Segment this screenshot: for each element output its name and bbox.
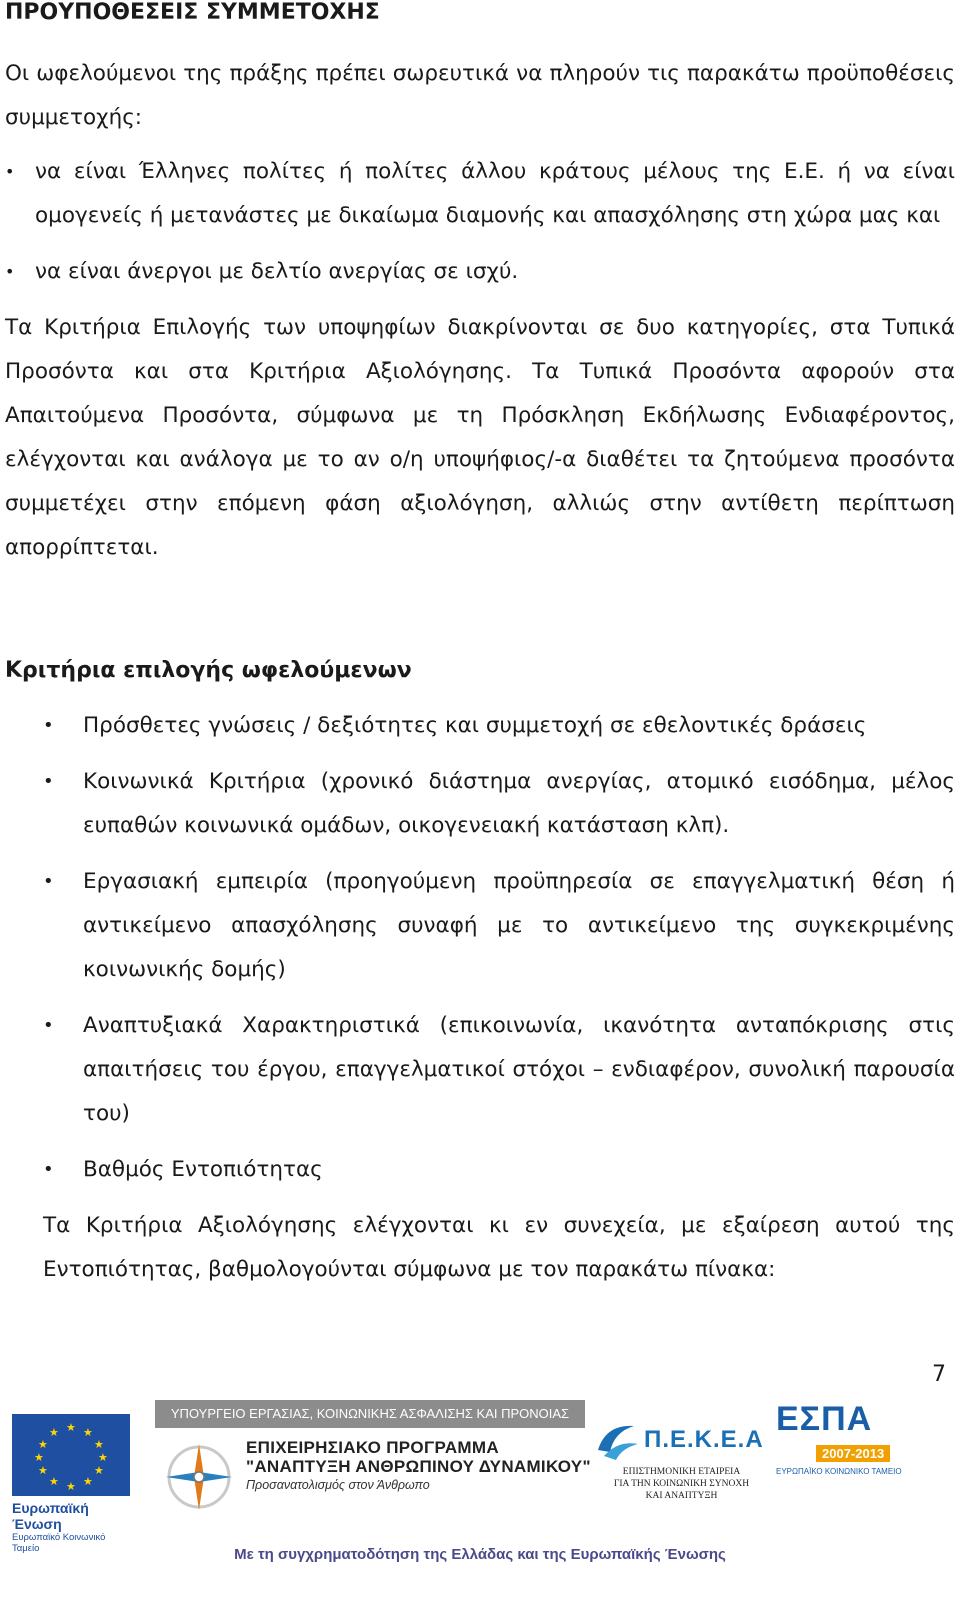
eu-logo [12,1414,130,1554]
list-item: • Πρόσθετες γνώσεις / δεξιότητες και συμμετοχή σε εθελοντικές δράσεις [5,704,955,748]
list-item: • Αναπτυξιακά Χαρακτηριστικά (επικοινωνία, ικανότητα ανταπόκρισης στις απαιτήσεις του έργου, επαγγελματικοί στόχοι – ενδιαφέρον, συνολική παρουσία του) [5,1004,955,1136]
closing-paragraph: Τα Κριτήρια Αξιολόγησης ελέγχονται κι εν συνεχεία, με εξαίρεση αυτού της Εντοπιότητας, βαθμολογούνται σύμφωνα με τον παρακάτω πίνακα: [43,1213,955,1282]
footer-logos [0,1400,960,1602]
eu-flag-icon: ★ ★ ★ ★ ★ ★ ★ ★ ★ ★ ★ ★ [12,1414,130,1496]
list-item: • Εργασιακή εμπειρία (προηγούμενη προϋπηρεσία σε επαγγελματική θέση ή αντικείμενο απασχόλησης συναφή με το αντικείμενο της συγκεκριμένης κοινωνικής δομής) [5,860,955,992]
pekea-subtitle: ΕΠΙΣΤΗΜΟΝΙΚΗ ΕΤΑΙΡΕΙΑ ΓΙΑ ΤΗΝ ΚΟΙΝΩΝΙΚΗ ΣΥΝΟΧΗ ΚΑΙ ΑΝΑΠΤΥΞΗ [613,1467,750,1501]
list-item: • Κοινωνικά Κριτήρια (χρονικό διάστημα ανεργίας, ατομικό εισόδημα, μέλος ευπαθών κοινωνικά ομάδων, οικογενειακή κατάσταση κλπ). [5,760,955,848]
eu-fund-label: Ευρωπαϊκό Κοινωνικό Ταμείο [12,1532,106,1554]
pekea-logo [594,1420,769,1502]
participation-list [5,150,955,294]
pekea-emblem-icon [594,1420,640,1462]
criteria-list [5,704,955,1192]
eu-label: Ευρωπαϊκή Ένωση [12,1500,89,1532]
cofunding-line: Με τη συγχρηματοδότηση της Ελλάδας και της Ευρωπαϊκής Ένωσης [234,1546,726,1563]
operational-program-title: ΕΠΙΧΕΙΡΗΣΙΑΚΟ ΠΡΟΓΡΑΜΜΑ "ΑΝΑΠΤΥΞΗ ΑΝΘΡΩΠΙΝΟΥ ΔΥΝΑΜΙΚΟΥ" [246,1438,591,1476]
intro-paragraph: Οι ωφελούμενοι της πράξης πρέπει σωρευτικά να πληρούν τις παρακάτω προϋποθέσεις συμμετοχής: [5,61,955,130]
section-heading-participation: ΠΡΟΥΠΟΘΕΣΕΙΣ ΣΥΜΜΕΤΟΧΗΣ [5,0,380,25]
espa-logo [776,1400,906,1476]
espa-name: ΕΣΠΑ [776,1400,873,1438]
criteria-paragraph: Τα Κριτήρια Επιλογής των υποψηφίων διακρίνονται σε δυο κατηγορίες, στα Τυπικά Προσόντα και στα Κριτήρια Αξιολόγησης. Τα Τυπικά Προσόντα αφορούν στα Απαιτούμενα Προσόντα, σύμφωνα με τη Πρόσκληση Εκδήλωσης Ενδιαφέροντος, ελέγχονται και ανάλογα με το αν ο/η υποψήφιος/-α διαθέτει τα ζητούμενα προσόντα συμμετέχει στην επόμενη φάση αξιολόγηση, αλλιώς στην αντίθετη περίπτωση απορρίπτεται. [5,315,955,560]
page-number: 7 [932,1362,946,1387]
list-item: • να είναι άνεργοι με δελτίο ανεργίας σε ισχύ. [5,250,955,294]
list-item: • Βαθμός Εντοπιότητας [5,1148,955,1192]
compass-icon [162,1440,236,1514]
list-item: • να είναι Έλληνες πολίτες ή πολίτες άλλου κράτους μέλους της Ε.Ε. ή να είναι ομογενείς ή μετανάστες με δικαίωμα διαμονής και απασχόλησης στη χώρα μας και [5,150,955,238]
document-page [5,0,955,1292]
section-heading-criteria: Κριτήρια επιλογής ωφελούμενων [5,658,412,683]
ministry-bar: ΥΠΟΥΡΓΕΙΟ ΕΡΓΑΣΙΑΣ, ΚΟΙΝΩΝΙΚΗΣ ΑΣΦΑΛΙΣΗΣ ΚΑΙ ΠΡΟΝΟΙΑΣ [155,1400,585,1428]
espa-years: 2007-2013 [816,1445,890,1462]
pekea-name: Π.Ε.Κ.Ε.Α [644,1426,764,1453]
operational-program-slogan: Προσανατολισμός στον Άνθρωπο [246,1478,430,1492]
espa-subtitle: ΕΥΡΩΠΑΪΚΟ ΚΟΙΝΩΝΙΚΟ ΤΑΜΕΙΟ [776,1467,902,1476]
